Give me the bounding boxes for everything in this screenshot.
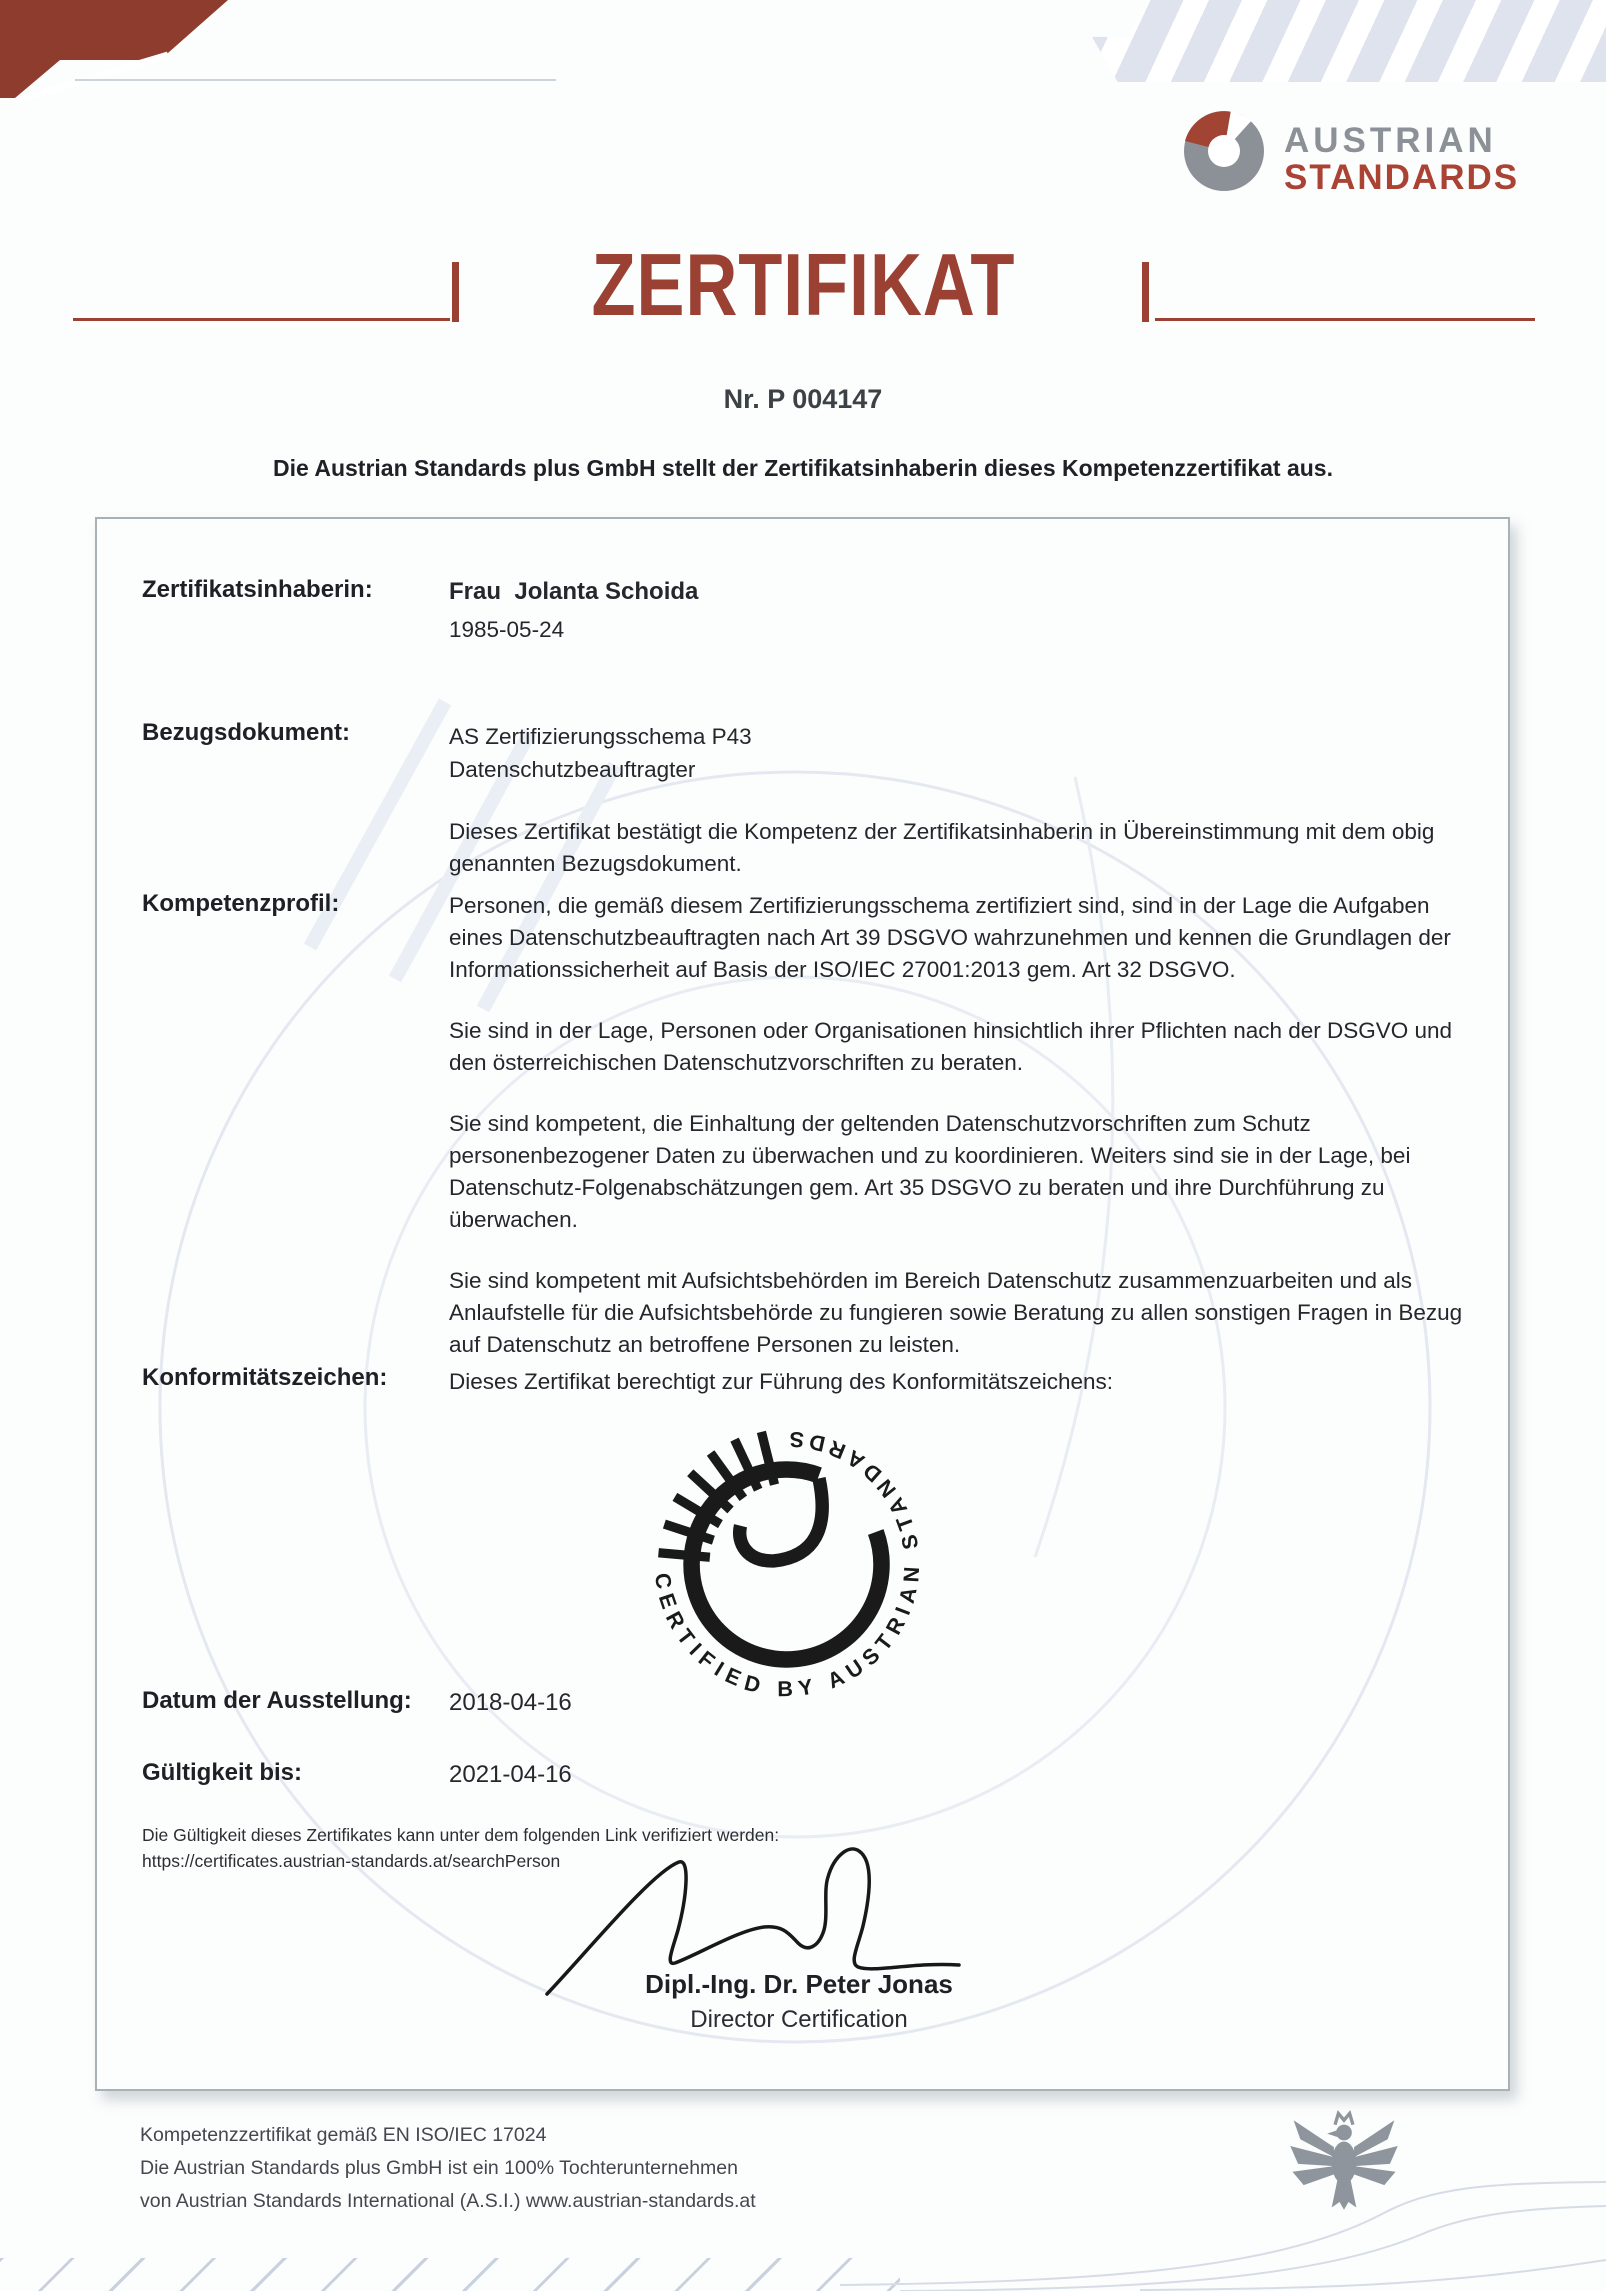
verification-note: Die Gültigkeit dieses Zertifikates kann unter dem folgenden Link verifiziert werden: xyxy=(142,1825,780,1845)
conformity-seal xyxy=(627,1404,947,1724)
signer-name: Dipl.-Ing. Dr. Peter Jonas xyxy=(645,1969,953,1999)
valid-until-label: Gültigkeit bis: xyxy=(142,1759,303,1786)
reference-line2: Datenschutzbeauftragter xyxy=(449,757,696,782)
footer-line3: von Austrian Standards International (A.S.I.) www.austrian-standards.at xyxy=(140,2190,756,2212)
seal-text: CERTIFIED BY AUSTRIAN STANDARDS xyxy=(649,1426,925,1702)
certificate-number: Nr. P 004147 xyxy=(723,384,883,414)
competence-paragraph: Sie sind in der Lage, Personen oder Organisationen hinsichtlich ihrer Pflichten nach der DSGVO und den österreichischen Datenschutzvorschriften zu beraten. xyxy=(449,1018,1453,1075)
competence-paragraphs xyxy=(449,890,1489,1390)
competence-paragraph: Sie sind kompetent mit Aufsichtsbehörden im Bereich Datenschutz zusammenzuarbeiten und als Anlaufstelle für die Aufsichtsbehörde zu fungieren sowie Beratung zu allen sonstigen Fragen in Bezug auf Datenschutz an betroffene Personen zu leisten. xyxy=(449,1268,1463,1357)
austrian-standards-logo-icon xyxy=(1178,105,1270,197)
issue-date-label: Datum der Ausstellung: xyxy=(142,1687,412,1714)
logo-wordmark-austrian: AUSTRIAN xyxy=(1284,121,1497,160)
competence-paragraph: Personen, die gemäß diesem Zertifizierungsschema zertifiziert sind, sind in der Lage die Aufgaben eines Datenschutzbeauftragten nach Art 39 DSGVO wahrzunehmen und kennen die Grundlagen der Informationssicherheit auf Basis der ISO/IEC 27001:2013 gem. Art 32 DSGVO. xyxy=(449,893,1451,982)
reference-line1: AS Zertifizierungsschema P43 xyxy=(449,724,752,749)
valid-until-value: 2021-04-16 xyxy=(449,1761,572,1788)
reference-note: Dieses Zertifikat bestätigt die Kompetenz der Zertifikatsinhaberin in Übereinstimmung mit dem obig genannten Bezugsdokument. xyxy=(449,819,1435,876)
logo-wordmark-standards: STANDARDS xyxy=(1284,158,1520,197)
reference-label: Bezugsdokument: xyxy=(142,719,351,746)
bottom-tick-marks-decoration xyxy=(0,2258,900,2291)
competence-paragraph: Sie sind kompetent, die Einhaltung der geltenden Datenschutzvorschriften zum Schutz personenbezogener Daten zu überwachen und zu koordinieren. Weiters sind sie in der Lage, bei Datenschutz-Folgenabschätzungen gem. Art 35 DSGVO zu beraten und ihre Durchführung zu überwachen. xyxy=(449,1111,1411,1232)
title-right-rule xyxy=(1155,318,1535,321)
footer-line2: Die Austrian Standards plus GmbH ist ein 100% Tochterunternehmen xyxy=(140,2157,738,2179)
competence-label: Kompetenzprofil: xyxy=(142,890,340,917)
issue-date-value: 2018-04-16 xyxy=(449,1689,572,1716)
diagonal-stripes-decoration xyxy=(1092,0,1606,82)
holder-name: Frau Jolanta Schoida xyxy=(449,578,699,605)
holder-birthdate: 1985-05-24 xyxy=(449,617,565,642)
certificate-box xyxy=(95,517,1510,2091)
intro-statement: Die Austrian Standards plus GmbH stellt der Zertifikatsinhaberin dieses Kompetenzzertifikat aus. xyxy=(273,455,1333,481)
signer-title: Director Certification xyxy=(690,2006,908,2033)
conformity-label: Konformitätszeichen: xyxy=(142,1364,388,1391)
footer-line1: Kompetenzzertifikat gemäß EN ISO/IEC 17024 xyxy=(140,2124,547,2146)
conformity-text: Dieses Zertifikat berechtigt zur Führung des Konformitätszeichens: xyxy=(449,1369,1114,1394)
title-right-bar xyxy=(1142,262,1149,322)
verification-link: https://certificates.austrian-standards.at/searchPerson xyxy=(142,1851,561,1871)
bottom-swoosh-decoration xyxy=(840,2140,1606,2291)
holder-label: Zertifikatsinhaberin: xyxy=(142,576,373,603)
page-title: ZERTIFIKAT xyxy=(591,235,1015,334)
corner-banner-decoration xyxy=(0,0,560,110)
